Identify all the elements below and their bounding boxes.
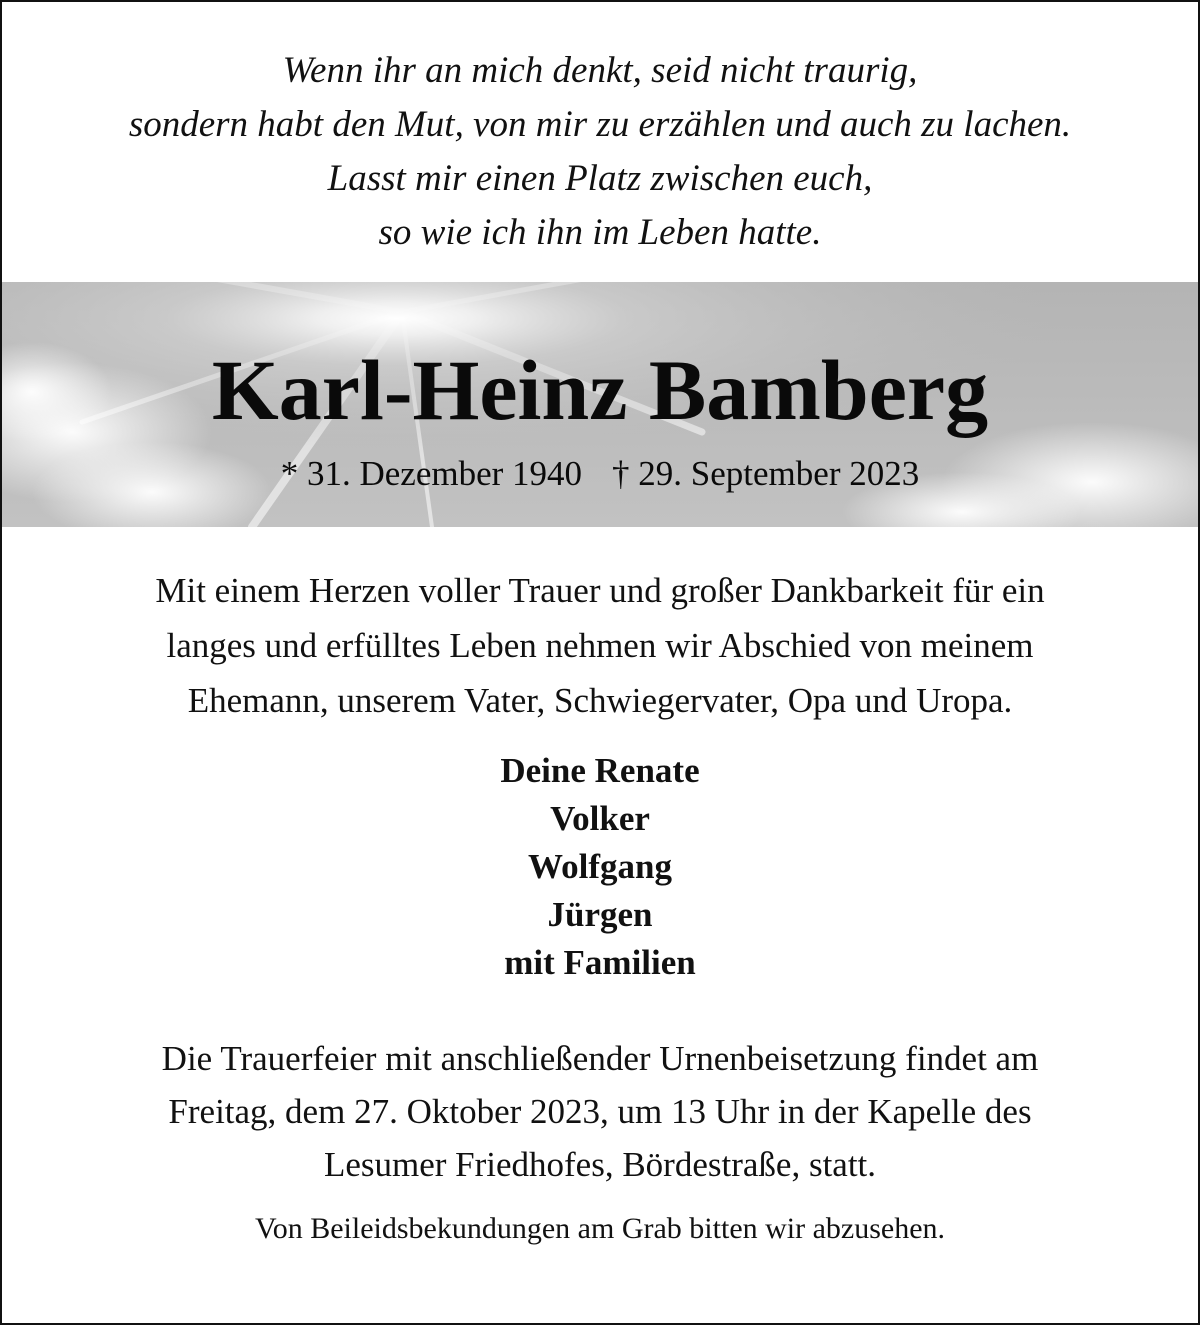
service-line-3: Lesumer Friedhofes, Bördestraße, statt. bbox=[323, 1145, 877, 1184]
funeral-service-info bbox=[2, 1032, 1198, 1191]
quote-line-1: Wenn ihr an mich denkt, seid nicht traurig, bbox=[282, 50, 918, 91]
announcement-line-1: Mit einem Herzen voller Trauer und großer Dankbarkeit für ein bbox=[155, 571, 1045, 610]
sky-banner bbox=[2, 282, 1198, 527]
service-line-2: Freitag, dem 27. Oktober 2023, um 13 Uhr in der Kapelle des bbox=[168, 1092, 1032, 1131]
deceased-name: Karl-Heinz Bamberg bbox=[211, 342, 989, 438]
mourner-name: Jürgen bbox=[547, 895, 653, 934]
service-line-1: Die Trauerfeier mit anschließender Urnenbeisetzung findet am bbox=[161, 1039, 1039, 1078]
announcement-line-2: langes und erfülltes Leben nehmen wir Abschied von meinem bbox=[166, 626, 1034, 665]
birth-date: * 31. Dezember 1940 bbox=[280, 454, 583, 493]
mourner-name: Wolfgang bbox=[528, 847, 672, 886]
announcement-text bbox=[2, 563, 1198, 728]
condolence-note: Von Beileidsbekundungen am Grab bitten wir abzusehen. bbox=[254, 1212, 946, 1245]
memorial-quote bbox=[2, 44, 1198, 260]
quote-line-4: so wie ich ihn im Leben hatte. bbox=[378, 212, 822, 253]
announcement-line-3: Ehemann, unserem Vater, Schwiegervater, Opa und Uropa. bbox=[187, 681, 1013, 720]
death-date: † 29. September 2023 bbox=[612, 454, 920, 493]
mourner-name: Volker bbox=[550, 799, 650, 838]
quote-line-3: Lasst mir einen Platz zwischen euch, bbox=[327, 158, 873, 199]
life-dates bbox=[2, 452, 1198, 496]
mourners-list bbox=[2, 747, 1198, 987]
quote-line-2: sondern habt den Mut, von mir zu erzählen und auch zu lachen. bbox=[128, 104, 1072, 145]
mourner-name: Deine Renate bbox=[500, 751, 700, 790]
mourner-name: mit Familien bbox=[504, 943, 696, 982]
